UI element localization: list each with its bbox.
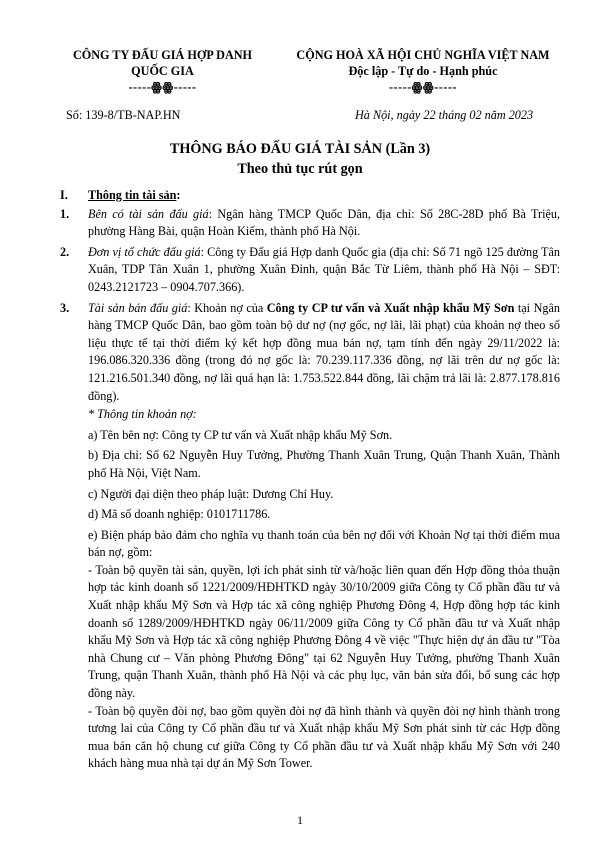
item-1 <box>60 206 560 241</box>
organization-header <box>60 47 265 95</box>
item-1-number: 1. <box>60 206 70 221</box>
debt-info-heading: * Thông tin khoản nợ: <box>88 407 197 422</box>
item-1-label: Bên có tài sản đấu giá <box>88 206 209 221</box>
item-2-label: Đơn vị tổ chức đấu giá <box>88 244 201 259</box>
org-ornament: -----ꙮꙮ----- <box>128 80 197 94</box>
item-3-label: Tài sản bán đấu giá <box>88 300 188 315</box>
section-1-colon: : <box>176 188 181 202</box>
section-1-title: Thông tin tài sản <box>88 188 177 202</box>
debt-info-a: a) Tên bên nợ: Công ty CP tư vấn và Xuất nhập khẩu Mỹ Sơn. <box>88 427 393 442</box>
debt-info-e2: - Toàn bộ quyền đòi nợ, bao gồm quyền đòi nợ đã hình thành và quyền đòi nợ hình thành trong tương lai của Công ty Cổ phần đầu tư và Xuất nhập khẩu Mỹ Sơn phát sinh từ các Hợp đồng mua bán căn hộ chung cư giữa Công ty Cổ phần đầu tư và Xuất nhập khẩu Mỹ Sơn với 240 khách hàng mua nhà tại dự án Mỹ Sơn Tower. <box>88 703 560 771</box>
document-title: THÔNG BÁO ĐẤU GIÁ TÀI SẢN (Lần 3) <box>169 141 431 157</box>
reference-number: Số: 139-8/TB-NAP.HN <box>66 108 181 122</box>
document-subtitle: Theo thủ tục rút gọn <box>237 161 363 177</box>
org-name-line1: CÔNG TY ĐẤU GIÁ HỢP DANH <box>72 48 253 62</box>
item-3-number: 3. <box>60 300 70 315</box>
section-1-heading <box>60 187 560 205</box>
debt-info-e: e) Biện pháp bảo đảm cho nghĩa vụ thanh toán của bên nợ đối với Khoản Nợ tại thời điểm mua bán nợ, gồm: <box>88 527 560 560</box>
debt-info-c: c) Người đại diện theo pháp luật: Dương Chí Huy. <box>88 486 334 501</box>
item-3 <box>60 300 560 406</box>
org-name-line2: QUỐC GIA <box>131 64 194 78</box>
item-2-text: : Công ty Đấu giá Hợp danh Quốc gia (địa chỉ: Số 71 ngõ 125 đường Tân Xuân, TDP Tân Xuân 1, phường Xuân Đỉnh, quận Bắc Từ Liêm, thành phố Hà Nội – SĐT: 0243.2121723 – 0904.707.366). <box>88 244 560 294</box>
item-1-text: : Ngân hàng TMCP Quốc Dân, địa chỉ: Số 28C-28D phố Bà Triệu, phường Hàng Bài, quận Hoàn Kiếm, thành phố Hà Nội. <box>88 206 561 239</box>
nation-ornament: -----ꙮꙮ----- <box>388 80 457 94</box>
page-number: 1 <box>297 813 303 827</box>
item-2-number: 2. <box>60 244 70 259</box>
debt-info-b: b) Địa chỉ: Số 62 Nguyễn Huy Tưởng, Phường Thanh Xuân Trung, Quận Thanh Xuân, Thành phố Hà Nội, Việt Nam. <box>88 448 560 480</box>
item-3-text-a: : Khoản nợ của <box>187 300 267 315</box>
item-2 <box>60 244 560 297</box>
debt-info-e1: - Toàn bộ quyền tài sản, quyền, lợi ích phát sinh từ và/hoặc liên quan đến Hợp đồng thỏa thuận hợp tác kinh doanh số 1221/2009/HĐHTKD ngày 30/10/2009 giữa Công ty Cổ phần đầu tư và Xuất nhập khẩu Mỹ Sơn và Hợp tác xã công nghiệp Phương Đông 4, Hợp đồng hợp tác kinh doanh số 1289/2009/HĐHTKD ngày 06/11/2009 giữa Công ty Cổ phần đầu tư và Xuất nhập khẩu Mỹ Sơn và Hợp tác xã công nghiệp Phương Đông 4 về việc "Thực hiện dự án đầu tư "Tòa nhà Chung cư – Văn phòng Phương Đông" tại 62 Nguyễn Huy Tưởng, phường Thanh Xuân Trung, quận Thanh Xuân, thành phố Hà Nội và các phụ lục, văn bản sửa đổi, bổ sung các hợp đồng này. <box>88 562 560 701</box>
item-3-text-b: tại Ngân hàng TMCP Quốc Dân, bao gồm toàn bộ dư nợ (nợ gốc, nợ lãi, lãi phạt) của khoản nợ theo số liệu thực tế tại thời điểm ký kết hợp đồng mua bán nợ, tạm tính đến ngày 29/11/2022 là: 196.086.320.336 đồng (trong đó nợ gốc là: 70.239.117.336 đồng, nợ lãi trên dư nợ gốc là: 121.216.501.340 đồng, nợ lãi quá hạn là: 1.753.522.844 đồng, lãi chậm trả lãi là: 2.877.178.816 đồng). <box>88 300 560 403</box>
document-body <box>60 187 560 773</box>
item-3-company: Công ty CP tư vấn và Xuất nhập khẩu Mỹ Sơn <box>266 300 515 315</box>
section-1-number: I. <box>60 188 68 202</box>
nation-header <box>278 47 568 95</box>
date-line: Hà Nội, ngày 22 tháng 02 năm 2023 <box>355 108 534 122</box>
nation-motto: Độc lập - Tự do - Hạnh phúc <box>348 64 498 78</box>
debt-info-d: d) Mã số doanh nghiệp: 0101711786. <box>88 507 271 522</box>
nation-name: CỘNG HOÀ XÃ HỘI CHỦ NGHĨA VIỆT NAM <box>296 48 550 62</box>
